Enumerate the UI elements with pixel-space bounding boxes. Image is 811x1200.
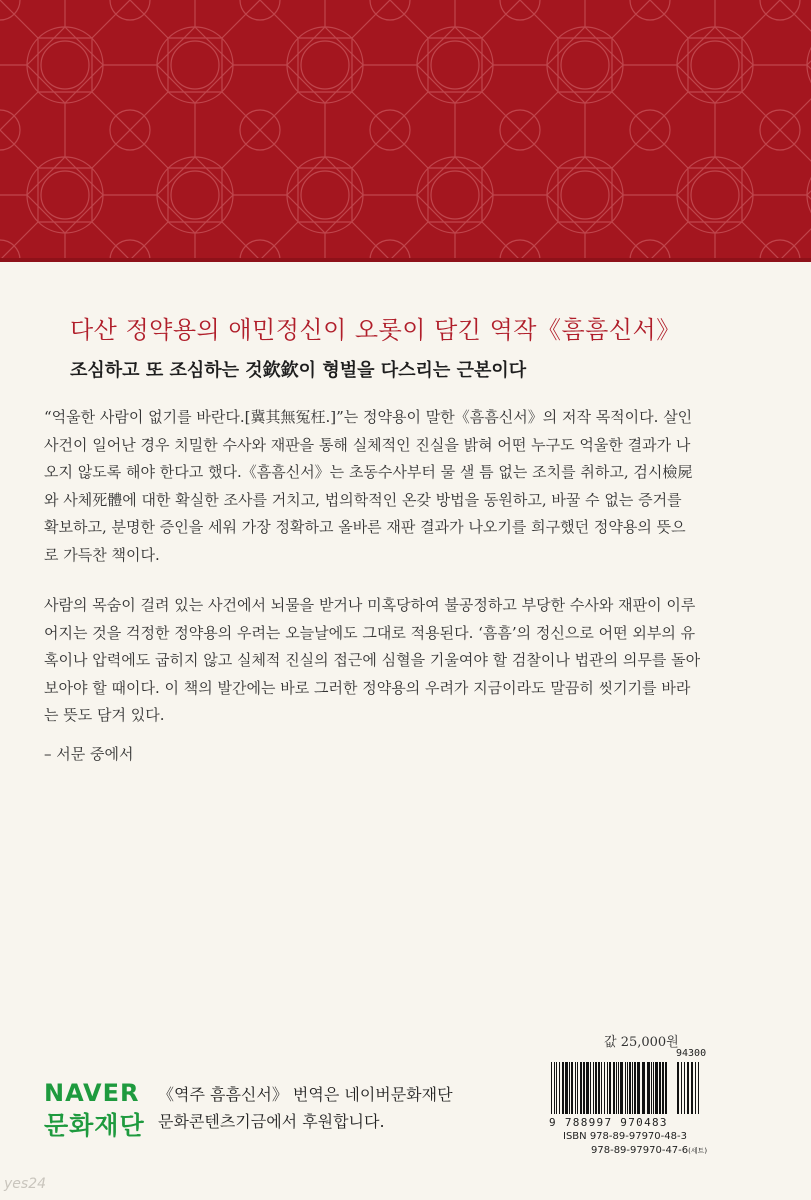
barcode-bar — [651, 1062, 652, 1114]
barcode-bar — [575, 1062, 576, 1114]
barcode-bar — [565, 1062, 568, 1114]
paragraph-line: 는 뜻도 담겨 있다. — [44, 706, 165, 725]
subheadline: 조심하고 또 조심하는 것欽欽이 형벌을 다스리는 근본이다 — [70, 360, 527, 381]
barcode-bar — [632, 1062, 633, 1114]
barcode-bar — [659, 1062, 661, 1114]
paragraph-line: 오지 않도록 해야 한다고 했다.《흠흠신서》는 초동수사부터 물 샐 틈 없는 조치를 취하고, 검시檢屍 — [44, 463, 693, 482]
paragraph-line: 확보하고, 분명한 증인을 세워 가장 정확하고 올바른 재판 결과가 나오기를 희구했던 정약용의 뜻으 — [44, 518, 686, 537]
barcode-bar — [607, 1062, 608, 1114]
paragraph-line: 어지는 것을 걱정한 정약용의 우려는 오늘날에도 그대로 적용된다. ‘흠흠’의 정신으로 어떤 외부의 유 — [44, 623, 696, 642]
barcode-addon-bar — [681, 1062, 682, 1114]
price-label: 값 25,000원 — [604, 1035, 679, 1050]
barcode-bar — [593, 1062, 594, 1114]
barcode-addon-bar — [687, 1062, 689, 1114]
barcode-bar — [559, 1062, 560, 1114]
isbn-line-2 — [591, 1145, 707, 1156]
barcode-bar — [637, 1062, 640, 1114]
barcode-bar — [569, 1062, 570, 1114]
lattice-pattern — [0, 0, 811, 262]
paragraph-line: 보아야 할 때이다. 이 책의 발간에는 바로 그러한 정약용의 우려가 지금이라도 말끔히 씻기기를 바라 — [44, 678, 691, 697]
paragraph-2 — [44, 592, 772, 730]
headline: 다산 정약용의 애민정신이 오롯이 담긴 역작《흠흠신서》 — [70, 316, 681, 344]
barcode-bar — [551, 1062, 552, 1114]
barcode-bar — [595, 1062, 597, 1114]
naver-foundation-logo: 문화재단 — [44, 1111, 145, 1140]
barcode-bar — [613, 1062, 615, 1114]
barcode-bar — [665, 1062, 667, 1114]
isbn-line-2-note: (세트) — [688, 1147, 708, 1155]
naver-logo-wordmark: NAVER — [44, 1079, 140, 1107]
barcode-bar — [590, 1062, 591, 1114]
barcode-bar — [577, 1062, 578, 1114]
paragraph-line: 혹이나 압력에도 굽히지 않고 실체적 진실의 접근에 심혈을 기울여야 할 검찰이나 법관의 의무를 돌아 — [44, 651, 701, 670]
isbn-line-1: ISBN 978-89-97970-48-3 — [563, 1131, 687, 1142]
barcode-bar — [634, 1062, 636, 1114]
barcode-bar — [583, 1062, 585, 1114]
paragraph-line: 사건이 일어난 경우 치밀한 수사와 재판을 통해 실체적인 진실을 밝혀 어떤 누구도 억울한 결과가 나 — [44, 435, 691, 454]
barcode-addon-bar — [698, 1062, 699, 1114]
barcode-addon-bar — [684, 1062, 685, 1114]
barcode-bar — [562, 1062, 564, 1114]
paragraph-line: 로 가득찬 책이다. — [44, 545, 160, 564]
barcode-bar — [662, 1062, 664, 1114]
watermark: yes24 — [4, 1176, 47, 1192]
barcode-bar — [601, 1062, 602, 1114]
barcode-bar — [627, 1062, 628, 1114]
barcode-bar — [554, 1062, 555, 1114]
barcode-bar — [580, 1062, 582, 1114]
barcode-addon-bar — [691, 1062, 693, 1114]
barcode-bar — [586, 1062, 589, 1114]
barcode-bar — [620, 1062, 623, 1114]
barcode-bar — [604, 1062, 605, 1114]
barcode-bar — [609, 1062, 611, 1114]
barcode-bar — [625, 1062, 626, 1114]
ean-number: 9 788997 970483 — [549, 1116, 668, 1129]
barcode-addon-bar — [677, 1062, 679, 1114]
barcode-bar — [598, 1062, 600, 1114]
paragraph-line: “억울한 사람이 없기를 바란다.[冀其無冤枉.]”는 정약용이 말한《흠흠신서》의 저작 목적이다. 살인 — [44, 408, 693, 426]
cover-pattern-band — [0, 0, 811, 262]
barcode-bar — [571, 1062, 573, 1114]
barcode-bar — [556, 1062, 557, 1114]
band-edge — [0, 258, 811, 262]
source-attribution: – 서문 중에서 — [44, 745, 134, 763]
barcode-bar — [647, 1062, 650, 1114]
isbn-line-2-number: 978-89-97970-47-6 — [591, 1145, 689, 1156]
barcode-bar — [618, 1062, 619, 1114]
sponsor-text-line-1: 《역주 흠흠신서》 번역은 네이버문화재단 — [158, 1085, 453, 1104]
paragraph-1 — [44, 404, 772, 570]
barcode-bar — [629, 1062, 631, 1114]
barcode-bar — [616, 1062, 617, 1114]
paragraph-line: 와 사체死體에 대한 확실한 조사를 거치고, 법의학적인 온갖 방법을 동원하고, 바꿀 수 없는 증거를 — [44, 490, 682, 509]
barcode-bar — [642, 1062, 645, 1114]
barcode-addon-bar — [695, 1062, 696, 1114]
barcode-bar — [655, 1062, 658, 1114]
barcode-addon-number: 94300 — [676, 1048, 707, 1059]
barcode-bar — [653, 1062, 654, 1114]
sponsor-text-line-2: 문화콘텐츠기금에서 후원합니다. — [158, 1112, 385, 1131]
paragraph-line: 사람의 목숨이 걸려 있는 사건에서 뇌물을 받거나 미혹당하여 불공정하고 부당한 수사와 재판이 이루 — [44, 596, 696, 614]
